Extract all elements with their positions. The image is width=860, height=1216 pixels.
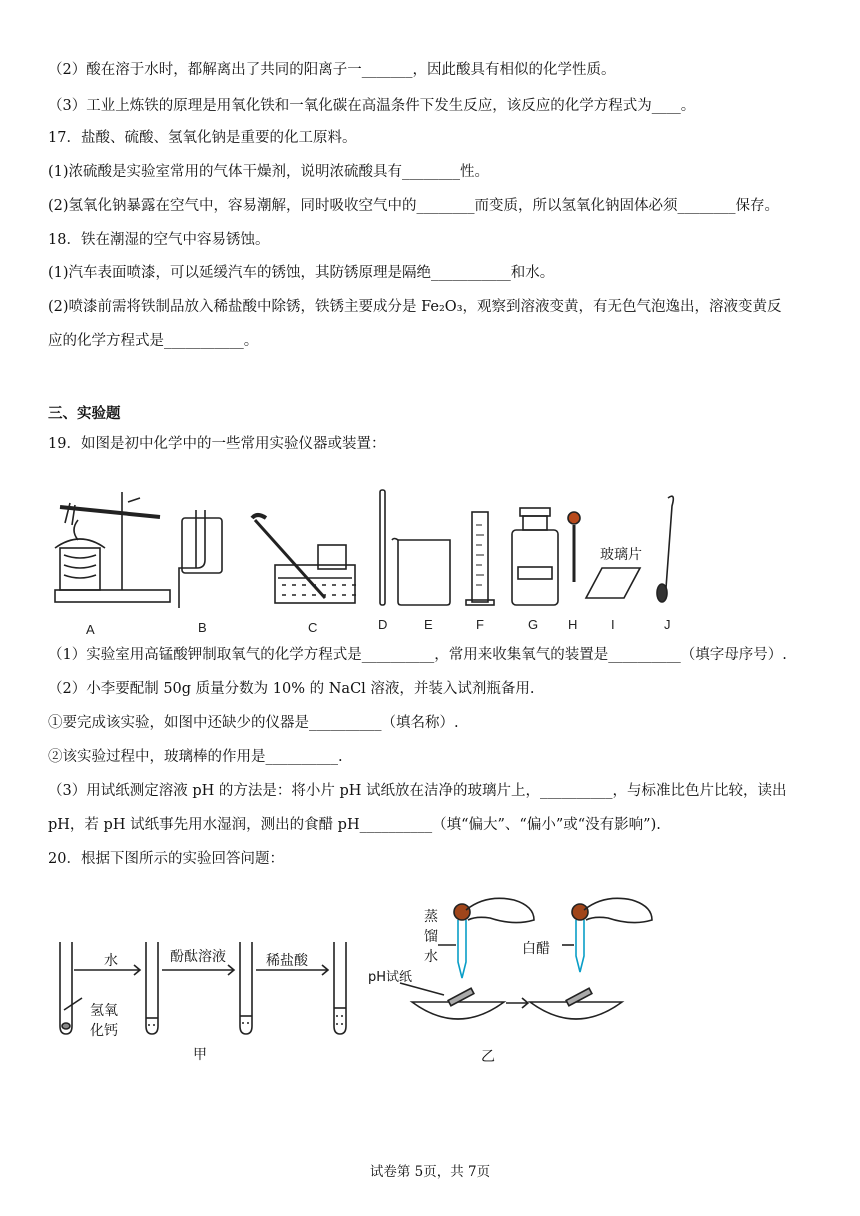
label-dilute-hcl: 稀盐酸 bbox=[266, 953, 308, 969]
dish-left bbox=[412, 988, 504, 1019]
apparatus-b bbox=[179, 510, 222, 608]
label-h: H bbox=[568, 617, 578, 632]
label-d: D bbox=[378, 617, 388, 632]
caption-jia: 甲 bbox=[193, 1047, 207, 1063]
label-water: 水 bbox=[104, 953, 118, 969]
apparatus-j bbox=[657, 496, 673, 602]
label-b: B bbox=[198, 620, 207, 635]
question-19-part-2: （2）小李要配制 50g 质量分数为 10% 的 NaCl 溶液，并装入试剂瓶备用. bbox=[48, 681, 535, 697]
question-17-title: 17．盐酸、硫酸、氢氧化钠是重要的化工原料。 bbox=[48, 130, 357, 146]
test-tube-2 bbox=[146, 942, 158, 1034]
label-ph-paper: pH试纸 bbox=[368, 970, 413, 985]
apparatus-h bbox=[568, 512, 580, 582]
question-18-part-1: (1)汽车表面喷漆，可以延缓汽车的锈蚀，其防锈原理是隔绝___________和水。 bbox=[48, 265, 555, 281]
question-19-part-2b: ②该实验过程中，玻璃棒的作用是__________. bbox=[48, 749, 343, 765]
page-footer: 试卷第 5页，共 7页 bbox=[369, 1164, 491, 1180]
question-19-part-2a: ①要完成该实验，如图中还缺少的仪器是__________（填名称）. bbox=[48, 715, 459, 731]
question-18-part-2b: 应的化学方程式是___________。 bbox=[48, 333, 259, 349]
apparatus-figure bbox=[0, 480, 860, 640]
apparatus-e bbox=[392, 539, 450, 606]
label-g: G bbox=[528, 617, 539, 632]
label-c: C bbox=[308, 620, 318, 635]
label-distilled-1: 蒸 bbox=[424, 909, 438, 925]
question-20-title: 20．根据下图所示的实验回答问题： bbox=[48, 851, 284, 867]
hand-left bbox=[466, 898, 534, 922]
glass-plate-label: 玻璃片 bbox=[600, 547, 642, 563]
arrow-yi bbox=[506, 998, 528, 1008]
label-calcium-hydroxide-2: 化钙 bbox=[90, 1023, 118, 1039]
dropper-left bbox=[454, 904, 470, 978]
caption-yi: 乙 bbox=[481, 1049, 495, 1065]
section-3-heading: 三、实验题 bbox=[48, 405, 121, 422]
question-19-part-3b: pH，若 pH 试纸事先用水湿润，测出的食醋 pH__________（填“偏大”、“偏小”或“没有影响”). bbox=[48, 817, 661, 833]
apparatus-c bbox=[252, 515, 356, 603]
apparatus-f bbox=[466, 512, 494, 605]
label-distilled-3: 水 bbox=[424, 949, 438, 965]
label-f: F bbox=[476, 617, 484, 632]
test-tube-4 bbox=[334, 942, 346, 1034]
question-17-part-1: (1)浓硫酸是实验室常用的气体干燥剂，说明浓硫酸具有________性。 bbox=[48, 164, 490, 180]
apparatus-i bbox=[586, 568, 640, 598]
question-16-part-2: （2）酸在溶于水时，都解离出了共同的阳离子一_______，因此酸具有相似的化学性质。 bbox=[48, 62, 616, 78]
question-19-part-1: （1）实验室用高锰酸钾制取氧气的化学方程式是__________，常用来收集氧气的装置是__________（填字母序号）. bbox=[48, 647, 787, 663]
label-i: I bbox=[611, 617, 615, 632]
label-j: J bbox=[664, 617, 671, 632]
question-16-part-3: （3）工业上炼铁的原理是用氧化铁和一氧化碳在高温条件下发生反应，该反应的化学方程式为____。 bbox=[48, 98, 696, 114]
label-a: A bbox=[86, 622, 95, 637]
test-tube-3 bbox=[240, 942, 252, 1034]
label-calcium-hydroxide-1: 氢氧 bbox=[90, 1003, 118, 1019]
label-phenolphthalein: 酚酞溶液 bbox=[170, 949, 226, 965]
question-18-title: 18．铁在潮湿的空气中容易锈蚀。 bbox=[48, 232, 270, 248]
test-tube-1 bbox=[60, 942, 72, 1034]
label-e: E bbox=[424, 617, 433, 632]
label-vinegar: 白醋 bbox=[522, 941, 550, 957]
apparatus-g bbox=[512, 508, 558, 605]
label-distilled-2: 馏 bbox=[424, 929, 438, 945]
arrow-phenolphthalein bbox=[162, 965, 234, 975]
hand-right bbox=[584, 898, 652, 922]
question-18-part-2a: (2)喷漆前需将铁制品放入稀盐酸中除锈，铁锈主要成分是 Fe₂O₃，观察到溶液变黄，有无色气泡逸出，溶液变黄反 bbox=[48, 299, 782, 315]
apparatus-a bbox=[55, 492, 170, 602]
dropper-right bbox=[572, 904, 588, 972]
question-19-title: 19．如图是初中化学中的一些常用实验仪器或装置： bbox=[48, 436, 386, 452]
apparatus-d bbox=[380, 490, 385, 605]
question-19-part-3a: （3）用试纸测定溶液 pH 的方法是：将小片 pH 试纸放在洁净的玻璃片上，__________，与标准比色片比较，读出 bbox=[48, 783, 787, 799]
dish-right bbox=[530, 988, 622, 1019]
question-17-part-2: (2)氢氧化钠暴露在空气中，容易潮解，同时吸收空气中的________而变质，所以氢氧化钠固体必须________保存。 bbox=[48, 198, 780, 214]
